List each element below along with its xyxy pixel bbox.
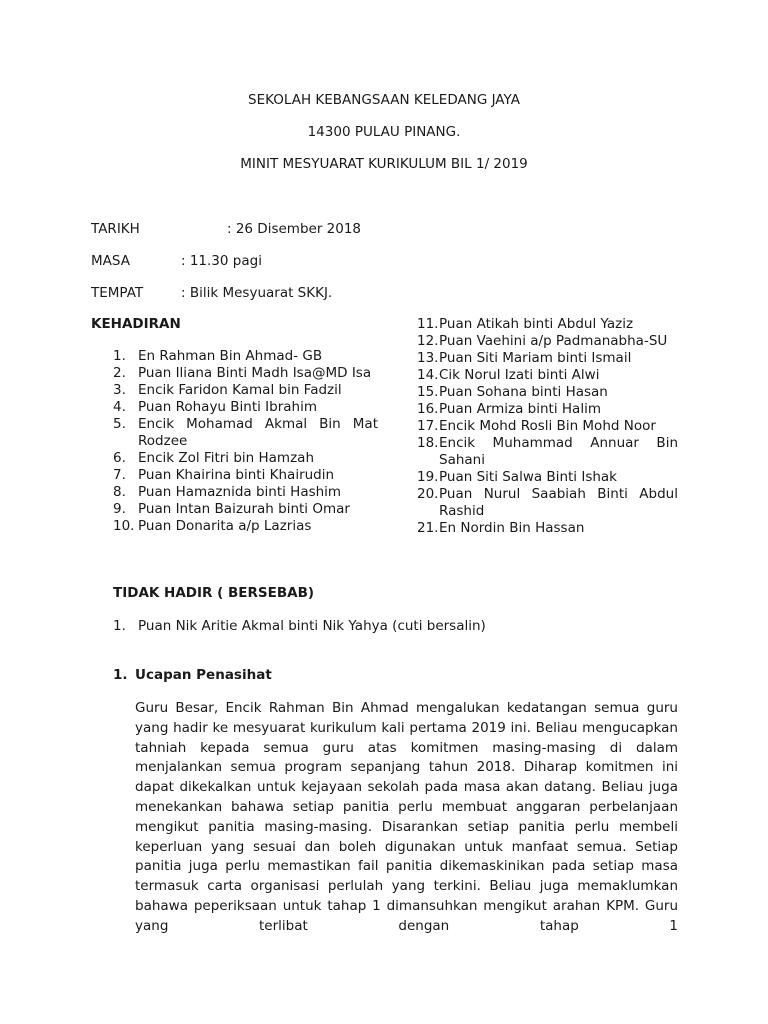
list-item-name: Encik Mohd Rosli Bin Mohd Noor [439, 418, 656, 434]
list-item-number: 3. [113, 382, 126, 398]
list-item-name: En Rahman Bin Ahmad- GB [138, 348, 323, 364]
list-item-name: Puan Rohayu Binti Ibrahim [138, 399, 318, 415]
list-item [417, 486, 678, 520]
section-1-number: 1. [113, 667, 128, 683]
list-item-name: Puan Armiza binti Halim [439, 401, 601, 417]
list-item [417, 350, 678, 367]
list-item-number: 5. [113, 416, 126, 432]
list-item-number: 2. [113, 365, 126, 381]
list-item [113, 450, 378, 467]
list-item-number: 21. [417, 520, 439, 536]
list-item [417, 384, 678, 401]
attendance-list-right [417, 316, 678, 537]
list-item-number: 16. [417, 401, 439, 417]
list-item-name: Puan Iliana Binti Madh Isa@MD Isa [138, 365, 372, 381]
list-item-number: 13. [417, 350, 439, 366]
kehadiran-heading: KEHADIRAN [91, 316, 181, 332]
list-item-name: Puan Atikah binti Abdul Yaziz [439, 316, 634, 332]
list-item-number: 20. [417, 486, 439, 502]
list-item [417, 333, 678, 350]
list-item [113, 348, 378, 365]
list-item-name: Encik Zol Fitri bin Hamzah [138, 450, 314, 466]
masa-value: : 11.30 pagi [181, 253, 262, 269]
list-item [113, 501, 378, 518]
list-item-name: Encik Muhammad Annuar Bin Sahani [439, 435, 678, 468]
tarikh-label: TARIKH [91, 221, 140, 237]
list-item-number: 1. [113, 618, 126, 634]
list-item-number: 7. [113, 467, 126, 483]
list-item-name: Cik Norul Izati binti Alwi [439, 367, 600, 383]
tempat-label: TEMPAT [91, 285, 144, 301]
school-address: 14300 PULAU PINANG. [307, 124, 461, 140]
list-item [113, 399, 378, 416]
list-item-name: Puan Donarita a/p Lazrias [138, 518, 312, 534]
list-item-name: Puan Nurul Saabiah Binti Abdul Rashid [439, 486, 678, 519]
list-item-number: 8. [113, 484, 126, 500]
list-item [417, 418, 678, 435]
list-item-number: 18. [417, 435, 439, 451]
tempat-value: : Bilik Mesyuarat SKKJ. [181, 285, 333, 301]
masa-label: MASA [91, 253, 130, 269]
list-item [113, 618, 678, 635]
list-item [417, 401, 678, 418]
document-title: MINIT MESYUARAT KURIKULUM BIL 1/ 2019 [240, 156, 528, 172]
list-item [417, 435, 678, 469]
list-item [113, 484, 378, 501]
list-item-number: 17. [417, 418, 439, 434]
list-item [113, 416, 378, 450]
list-item-name: Puan Siti Mariam binti Ismail [439, 350, 632, 366]
list-item-name: Puan Khairina binti Khairudin [138, 467, 335, 483]
list-item-number: 11. [417, 316, 439, 332]
list-item-name: Encik Mohamad Akmal Bin Mat Rodzee [138, 416, 378, 449]
list-item [113, 382, 378, 399]
list-item-number: 14. [417, 367, 439, 383]
list-item-name: Encik Faridon Kamal bin Fadzil [138, 382, 342, 398]
list-item [113, 518, 378, 535]
list-item-name: En Nordin Bin Hassan [439, 520, 585, 536]
list-item [113, 467, 378, 484]
list-item-name: Puan Nik Aritie Akmal binti Nik Yahya (cuti bersalin) [138, 618, 486, 634]
school-name: SEKOLAH KEBANGSAAN KELEDANG JAYA [248, 92, 520, 108]
list-item [113, 365, 378, 382]
list-item [417, 367, 678, 384]
list-item [417, 316, 678, 333]
list-item [417, 520, 678, 537]
list-item-number: 9. [113, 501, 126, 517]
tidak-hadir-heading: TIDAK HADIR ( BERSEBAB) [113, 585, 315, 601]
list-item-number: 12. [417, 333, 439, 349]
list-item-number: 1. [113, 348, 126, 364]
tarikh-value: : 26 Disember 2018 [227, 221, 362, 237]
list-item-number: 10. [113, 518, 135, 534]
list-item-number: 19. [417, 469, 439, 485]
list-item-number: 6. [113, 450, 126, 466]
absent-list [113, 618, 678, 635]
list-item [417, 469, 678, 486]
attendance-list-left [113, 348, 378, 535]
list-item-name: Puan Intan Baizurah binti Omar [138, 501, 350, 517]
section-1-paragraph: Guru Besar, Encik Rahman Bin Ahmad mengalukan kedatangan semua guru yang hadir ke mesyuarat kurikulum kali pertama 2019 ini. Beliau mengucapkan tahniah kepada semua guru atas komitmen masing-masing di dalam menjalankan semua program sepanjang tahun 2018. Diharap komitmen ini dapat dikekalkan untuk kejayaan sekolah pada masa akan datang. Beliau juga menekankan bahawa setiap panitia perlu membuat anggaran perbelanjaan mengikut panitia masing-masing. Disarankan setiap panitia perlu membeli keperluan yang sesuai dan boleh digunakan untuk manfaat semua. Setiap panitia juga perlu memastikan fail panitia dikemaskinikan pada setiap masa termasuk carta organisasi perlulah yang terkini. Beliau juga memaklumkan bahawa peperiksaan untuk tahap 1 dimansuhkan mengikut arahan KPM. Guru yang terlibat dengan tahap 1 [135, 700, 678, 934]
section-1-title: Ucapan Penasihat [135, 667, 272, 683]
list-item-name: Puan Sohana binti Hasan [439, 384, 608, 400]
list-item-name: Puan Siti Salwa Binti Ishak [439, 469, 617, 485]
list-item-number: 4. [113, 399, 126, 415]
list-item-name: Puan Hamaznida binti Hashim [138, 484, 342, 500]
list-item-name: Puan Vaehini a/p Padmanabha-SU [439, 333, 668, 349]
list-item-number: 15. [417, 384, 439, 400]
